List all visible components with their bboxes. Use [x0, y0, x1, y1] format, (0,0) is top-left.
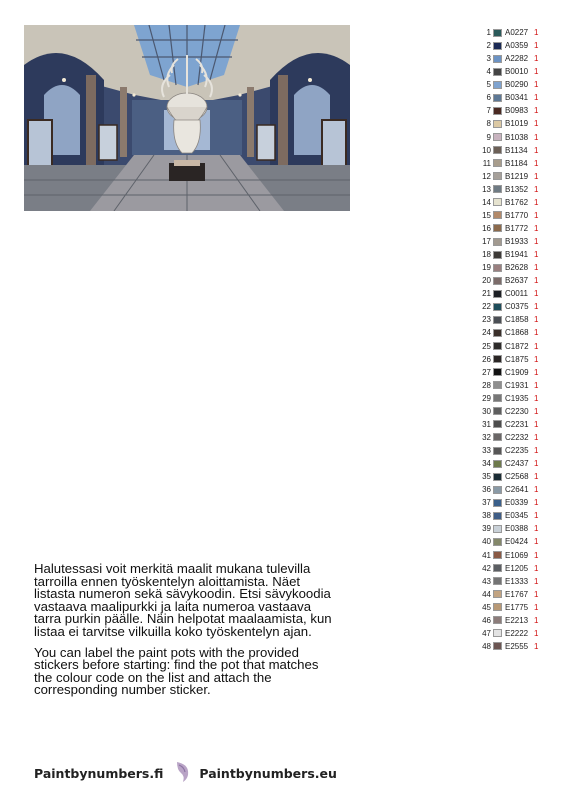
color-code: E0345 — [505, 511, 529, 521]
palette-number: 32 — [482, 432, 491, 442]
palette-row — [479, 313, 559, 326]
palette-number: 21 — [482, 289, 491, 299]
palette-row — [479, 235, 559, 248]
palette-row — [479, 183, 559, 196]
color-swatch — [493, 551, 502, 559]
pot-quantity: 1 — [534, 628, 539, 638]
palette-number: 4 — [486, 67, 491, 77]
color-swatch — [493, 368, 502, 376]
instructions — [34, 563, 334, 705]
color-swatch — [493, 238, 502, 246]
palette-number: 27 — [482, 367, 491, 377]
color-code: C1858 — [505, 315, 529, 325]
palette-row — [479, 562, 559, 575]
palette-row — [479, 157, 559, 170]
artwork-preview — [24, 25, 350, 211]
palette-row — [479, 379, 559, 392]
palette-number: 11 — [482, 158, 491, 168]
color-swatch — [493, 381, 502, 389]
palette-row — [479, 588, 559, 601]
pot-quantity: 1 — [534, 171, 539, 181]
color-swatch — [493, 172, 502, 180]
pot-quantity: 1 — [534, 524, 539, 534]
palette-number: 23 — [482, 315, 491, 325]
pot-quantity: 1 — [534, 80, 539, 90]
color-code: C1909 — [505, 367, 529, 377]
pot-quantity: 1 — [534, 119, 539, 129]
palette-row — [479, 627, 559, 640]
palette-row — [479, 444, 559, 457]
pot-quantity: 1 — [534, 380, 539, 390]
pot-quantity: 1 — [534, 419, 539, 429]
color-swatch — [493, 407, 502, 415]
color-code: B0341 — [505, 93, 529, 103]
pot-quantity: 1 — [534, 563, 539, 573]
palette-number: 8 — [486, 119, 491, 129]
palette-number: 24 — [482, 328, 491, 338]
color-swatch — [493, 394, 502, 402]
color-swatch — [493, 303, 502, 311]
color-code: C0011 — [505, 289, 528, 299]
color-code: C0375 — [505, 302, 529, 312]
pot-quantity: 1 — [534, 132, 539, 142]
pot-quantity: 1 — [534, 210, 539, 220]
color-swatch — [493, 486, 502, 494]
color-code: B1184 — [505, 158, 528, 168]
palette-row — [479, 209, 559, 222]
color-swatch — [493, 355, 502, 363]
color-swatch — [493, 211, 502, 219]
palette-row — [479, 117, 559, 130]
color-code: C2568 — [505, 472, 529, 482]
palette-number: 6 — [486, 93, 491, 103]
brush-logo-icon — [174, 761, 190, 786]
color-swatch — [493, 133, 502, 141]
palette-number: 34 — [482, 459, 491, 469]
palette-row — [479, 405, 559, 418]
palette-row — [479, 300, 559, 313]
color-swatch — [493, 159, 502, 167]
color-code: C1872 — [505, 341, 529, 351]
pot-quantity: 1 — [534, 93, 539, 103]
palette-number: 16 — [482, 223, 491, 233]
color-code: E1775 — [505, 602, 529, 612]
pot-quantity: 1 — [534, 67, 539, 77]
pot-quantity: 1 — [534, 223, 539, 233]
color-swatch — [493, 590, 502, 598]
palette-row — [479, 431, 559, 444]
palette-number: 10 — [482, 145, 491, 155]
palette-number: 33 — [482, 446, 491, 456]
palette-row — [479, 457, 559, 470]
color-code: C2235 — [505, 446, 529, 456]
palette-number: 47 — [482, 628, 491, 638]
color-code: E1205 — [505, 563, 529, 573]
color-swatch — [493, 316, 502, 324]
palette-number: 17 — [482, 237, 491, 247]
pot-quantity: 1 — [534, 302, 539, 312]
color-swatch — [493, 290, 502, 298]
color-swatch — [493, 433, 502, 441]
palette-number: 46 — [482, 615, 491, 625]
palette-row — [479, 366, 559, 379]
palette-number: 38 — [482, 511, 491, 521]
palette-number: 40 — [482, 537, 491, 547]
pot-quantity: 1 — [534, 589, 539, 599]
palette-number: 30 — [482, 406, 491, 416]
color-swatch — [493, 120, 502, 128]
footer — [34, 758, 354, 788]
color-swatch — [493, 577, 502, 585]
palette-row — [479, 509, 559, 522]
color-code: B0010 — [505, 67, 529, 77]
paint-color-list — [479, 26, 559, 653]
palette-row — [479, 274, 559, 287]
palette-number: 19 — [482, 263, 491, 273]
palette-number: 7 — [486, 106, 491, 116]
color-swatch — [493, 29, 502, 37]
palette-number: 1 — [486, 28, 491, 38]
pot-quantity: 1 — [534, 459, 539, 469]
color-swatch — [493, 55, 502, 63]
pot-quantity: 1 — [534, 446, 539, 456]
pot-quantity: 1 — [534, 615, 539, 625]
palette-row — [479, 52, 559, 65]
palette-row — [479, 483, 559, 496]
pot-quantity: 1 — [534, 406, 539, 416]
palette-row — [479, 144, 559, 157]
pot-quantity: 1 — [534, 106, 539, 116]
palette-number: 28 — [482, 380, 491, 390]
color-code: B1219 — [505, 171, 529, 181]
color-code: B0983 — [505, 106, 529, 116]
pot-quantity: 1 — [534, 341, 539, 351]
color-swatch — [493, 277, 502, 285]
pot-quantity: 1 — [534, 393, 539, 403]
color-swatch — [493, 81, 502, 89]
pot-quantity: 1 — [534, 550, 539, 560]
color-swatch — [493, 107, 502, 115]
color-swatch — [493, 94, 502, 102]
instructions-finnish: Halutessasi voit merkitä maalit mukana tulevilla tarroilla ennen työskentelyn aloittamista. Näet listasta numeron sekä sävykoodin. Etsi sävykoodia vastaava maalipurkki ja laita numeroa vastaava tarra purkin päälle. Näin helpotat maalaamista, kun listaa ei tarvitse vilkuilla koko työskentelyn ajan. — [34, 561, 332, 639]
color-swatch — [493, 342, 502, 350]
color-code: B2637 — [505, 276, 529, 286]
color-code: C1875 — [505, 354, 529, 364]
color-swatch — [493, 499, 502, 507]
color-swatch — [493, 224, 502, 232]
pot-quantity: 1 — [534, 498, 539, 508]
pot-quantity: 1 — [534, 184, 539, 194]
color-swatch — [493, 473, 502, 481]
palette-number: 48 — [482, 641, 491, 651]
color-swatch — [493, 264, 502, 272]
palette-number: 14 — [482, 197, 491, 207]
color-code: C2437 — [505, 459, 529, 469]
palette-number: 12 — [482, 171, 491, 181]
color-code: B1941 — [505, 250, 529, 260]
pot-quantity: 1 — [534, 197, 539, 207]
brand-fi-link[interactable]: Paintbynumbers.fi — [34, 765, 164, 781]
palette-number: 3 — [486, 54, 491, 64]
palette-row — [479, 392, 559, 405]
palette-number: 37 — [482, 498, 491, 508]
pot-quantity: 1 — [534, 276, 539, 286]
palette-number: 26 — [482, 354, 491, 364]
color-swatch — [493, 420, 502, 428]
palette-row — [479, 418, 559, 431]
color-swatch — [493, 629, 502, 637]
pot-quantity: 1 — [534, 602, 539, 612]
palette-row — [479, 575, 559, 588]
palette-row — [479, 353, 559, 366]
color-code: B1038 — [505, 132, 529, 142]
palette-row — [479, 640, 559, 653]
color-code: C2232 — [505, 432, 529, 442]
color-code: B1352 — [505, 184, 529, 194]
palette-number: 5 — [486, 80, 491, 90]
palette-number: 9 — [486, 132, 491, 142]
color-swatch — [493, 512, 502, 520]
color-code: B2628 — [505, 263, 529, 273]
color-code: A0227 — [505, 28, 529, 38]
color-swatch — [493, 538, 502, 546]
palette-row — [479, 470, 559, 483]
palette-row — [479, 549, 559, 562]
palette-row — [479, 614, 559, 627]
color-code: E0339 — [505, 498, 529, 508]
palette-number: 36 — [482, 485, 491, 495]
color-code: A0359 — [505, 41, 529, 51]
color-swatch — [493, 642, 502, 650]
palette-number: 43 — [482, 576, 491, 586]
palette-row — [479, 601, 559, 614]
palette-row — [479, 131, 559, 144]
color-code: E0424 — [505, 537, 529, 547]
color-code: E2555 — [505, 641, 529, 651]
palette-row — [479, 91, 559, 104]
pot-quantity: 1 — [534, 289, 539, 299]
pot-quantity: 1 — [534, 158, 539, 168]
palette-row — [479, 39, 559, 52]
museum-hall-image — [24, 25, 350, 211]
pot-quantity: 1 — [534, 41, 539, 51]
color-swatch — [493, 185, 502, 193]
color-code: E1069 — [505, 550, 529, 560]
palette-row — [479, 326, 559, 339]
color-code: B1019 — [505, 119, 529, 129]
color-code: B1770 — [505, 210, 529, 220]
palette-number: 42 — [482, 563, 491, 573]
pot-quantity: 1 — [534, 432, 539, 442]
pot-quantity: 1 — [534, 263, 539, 273]
pot-quantity: 1 — [534, 367, 539, 377]
palette-number: 39 — [482, 524, 491, 534]
pot-quantity: 1 — [534, 250, 539, 260]
palette-row — [479, 340, 559, 353]
color-code: E1333 — [505, 576, 529, 586]
color-code: B1772 — [505, 223, 529, 233]
palette-number: 35 — [482, 472, 491, 482]
color-swatch — [493, 68, 502, 76]
color-code: C2231 — [505, 419, 529, 429]
pot-quantity: 1 — [534, 54, 539, 64]
color-swatch — [493, 564, 502, 572]
color-code: C2641 — [505, 485, 529, 495]
color-code: B1762 — [505, 197, 529, 207]
color-code: C1935 — [505, 393, 529, 403]
pot-quantity: 1 — [534, 537, 539, 547]
palette-row — [479, 535, 559, 548]
palette-row — [479, 78, 559, 91]
pot-quantity: 1 — [534, 237, 539, 247]
color-swatch — [493, 460, 502, 468]
palette-number: 41 — [482, 550, 491, 560]
pot-quantity: 1 — [534, 145, 539, 155]
color-code: B1933 — [505, 237, 529, 247]
palette-number: 25 — [482, 341, 491, 351]
pot-quantity: 1 — [534, 511, 539, 521]
palette-row — [479, 196, 559, 209]
palette-row — [479, 104, 559, 117]
palette-number: 31 — [482, 419, 491, 429]
color-code: E2213 — [505, 615, 529, 625]
palette-row — [479, 248, 559, 261]
palette-row — [479, 261, 559, 274]
palette-row — [479, 222, 559, 235]
color-code: A2282 — [505, 54, 529, 64]
palette-number: 45 — [482, 602, 491, 612]
color-swatch — [493, 198, 502, 206]
color-code: B0290 — [505, 80, 529, 90]
color-code: C2230 — [505, 406, 529, 416]
brand-eu-link[interactable]: Paintbynumbers.eu — [199, 765, 337, 781]
pot-quantity: 1 — [534, 328, 539, 338]
palette-number: 13 — [482, 184, 491, 194]
palette-row — [479, 26, 559, 39]
palette-number: 18 — [482, 250, 491, 260]
color-code: C1931 — [505, 380, 529, 390]
palette-row — [479, 170, 559, 183]
pot-quantity: 1 — [534, 315, 539, 325]
color-code: E2222 — [505, 628, 529, 638]
palette-number: 22 — [482, 302, 491, 312]
palette-number: 44 — [482, 589, 491, 599]
pot-quantity: 1 — [534, 354, 539, 364]
color-swatch — [493, 616, 502, 624]
instructions-english: You can label the paint pots with the provided stickers before starting: find the pot that matches the colour code on the list and attach the corresponding number sticker. — [34, 644, 319, 698]
color-swatch — [493, 525, 502, 533]
color-swatch — [493, 603, 502, 611]
pot-quantity: 1 — [534, 28, 539, 38]
color-swatch — [493, 251, 502, 259]
pot-quantity: 1 — [534, 641, 539, 651]
palette-number: 20 — [482, 276, 491, 286]
color-code: B1134 — [505, 145, 528, 155]
color-swatch — [493, 447, 502, 455]
palette-number: 29 — [482, 393, 491, 403]
color-swatch — [493, 329, 502, 337]
pot-quantity: 1 — [534, 472, 539, 482]
color-code: C1868 — [505, 328, 529, 338]
palette-row — [479, 522, 559, 535]
color-code: E0388 — [505, 524, 529, 534]
color-swatch — [493, 42, 502, 50]
palette-row — [479, 287, 559, 300]
pot-quantity: 1 — [534, 576, 539, 586]
color-code: E1767 — [505, 589, 529, 599]
palette-number: 15 — [482, 210, 491, 220]
palette-number: 2 — [486, 41, 491, 51]
color-swatch — [493, 146, 502, 154]
pot-quantity: 1 — [534, 485, 539, 495]
palette-row — [479, 496, 559, 509]
palette-row — [479, 65, 559, 78]
